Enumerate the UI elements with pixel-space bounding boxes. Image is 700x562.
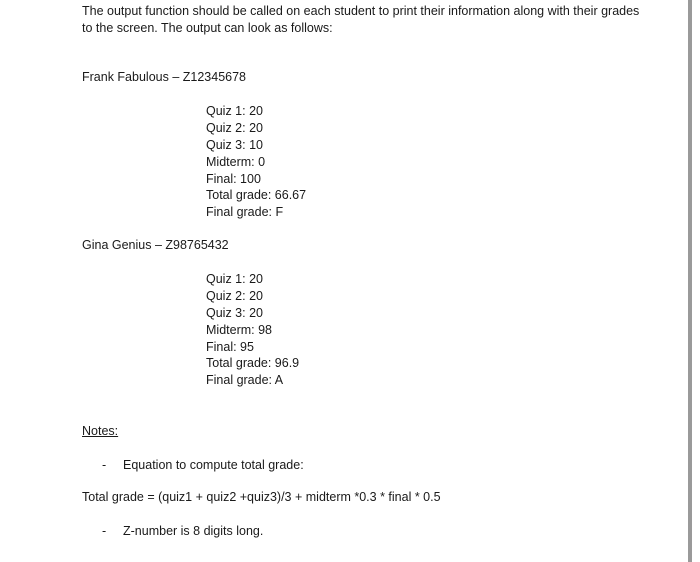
grade-line: Total grade: 66.67 bbox=[206, 188, 307, 203]
note-text: Z-number is 8 digits long. bbox=[123, 524, 264, 538]
student-header-frank: Frank Fabulous – Z12345678 bbox=[82, 70, 246, 84]
grade-line: Final: 100 bbox=[206, 171, 261, 186]
note-text: Equation to compute total grade: bbox=[123, 458, 304, 472]
bullet-dash: - bbox=[102, 458, 107, 472]
grade-line: Midterm: 98 bbox=[206, 322, 272, 337]
grade-line: Total grade: 96.9 bbox=[206, 356, 300, 371]
grade-line: Quiz 2: 20 bbox=[206, 288, 263, 303]
grade-line: Quiz 1: 20 bbox=[206, 104, 263, 118]
grade-list-frank bbox=[206, 103, 306, 221]
total-grade-equation: Total grade = (quiz1 + quiz2 +quiz3)/3 + midterm *0.3 * final * 0.5 bbox=[82, 490, 441, 504]
grade-line: Quiz 3: 20 bbox=[206, 305, 263, 320]
intro-paragraph: The output function should be called on each student to print their information along with their grades to the screen. The output can look as follows: bbox=[82, 4, 640, 35]
grade-line: Quiz 1: 20 bbox=[206, 272, 263, 286]
grade-line: Quiz 3: 10 bbox=[206, 137, 263, 152]
note-bullet-znumber bbox=[102, 523, 263, 540]
page-edge-divider bbox=[688, 0, 692, 562]
grade-line: Midterm: 0 bbox=[206, 154, 266, 169]
student-header-gina: Gina Genius – Z98765432 bbox=[82, 238, 229, 252]
bullet-dash: - bbox=[102, 524, 107, 538]
grade-list-gina bbox=[206, 271, 299, 389]
grade-line: Final grade: F bbox=[206, 205, 284, 220]
grade-line: Quiz 2: 20 bbox=[206, 120, 263, 135]
note-bullet-equation bbox=[102, 457, 304, 474]
grade-line: Final grade: A bbox=[206, 373, 284, 388]
grade-line: Final: 95 bbox=[206, 339, 254, 354]
notes-heading: Notes: bbox=[82, 424, 119, 438]
